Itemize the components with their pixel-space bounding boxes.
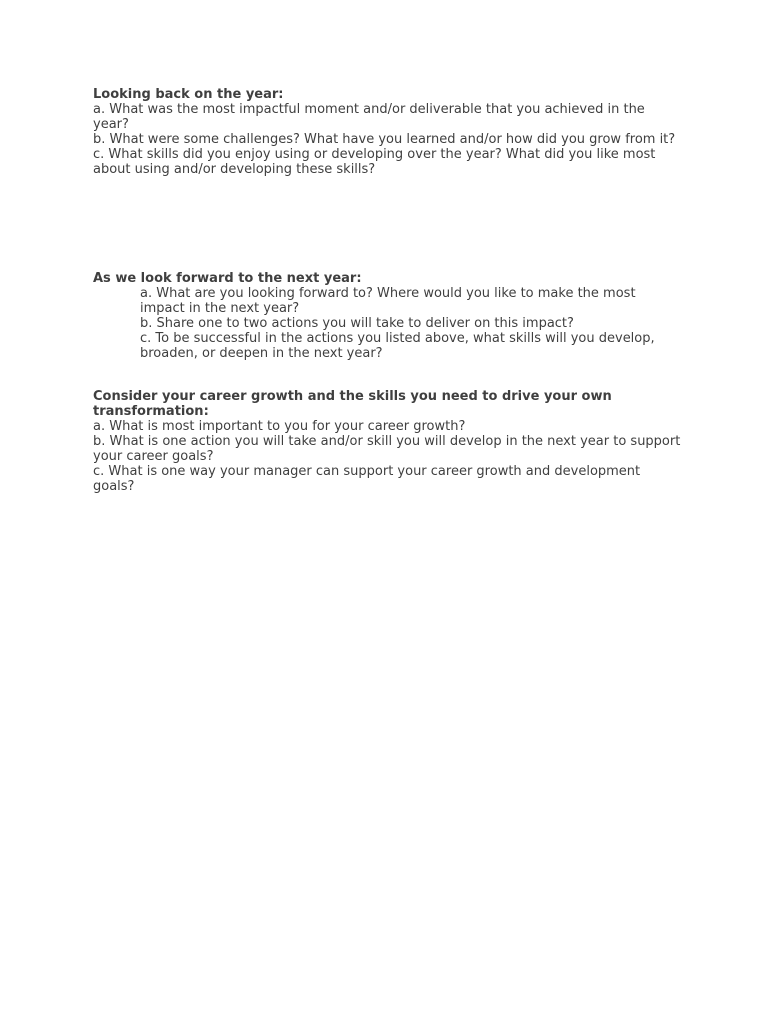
looking-back-question-c: c. What skills did you enjoy using or developing over the year? What did you like most about using and/or developing these skills?: [93, 147, 656, 177]
looking-forward-section: [93, 271, 683, 361]
looking-forward-question-a: a. What are you looking forward to? Where would you like to make the most impact in the next year?: [140, 286, 636, 316]
looking-back-question-b: b. What were some challenges? What have you learned and/or how did you grow from it?: [93, 132, 676, 147]
looking-back-heading: Looking back on the year:: [93, 87, 284, 102]
looking-back-question-a: a. What was the most impactful moment and/or deliverable that you achieved in the year?: [93, 102, 645, 132]
looking-forward-heading: As we look forward to the next year:: [93, 271, 362, 286]
looking-forward-questions: [93, 286, 683, 361]
looking-forward-question-b: b. Share one to two actions you will take to deliver on this impact?: [140, 316, 574, 331]
looking-back-section: [93, 87, 683, 177]
career-growth-section: [93, 389, 683, 494]
career-growth-heading: Consider your career growth and the skills you need to drive your own transformation:: [93, 389, 612, 419]
career-growth-question-b: b. What is one action you will take and/or skill you will develop in the next year to support your career goals?: [93, 434, 681, 464]
looking-forward-question-c: c. To be successful in the actions you listed above, what skills will you develop, broaden, or deepen in the next year?: [140, 331, 655, 361]
career-growth-question-c: c. What is one way your manager can support your career growth and development goals?: [93, 464, 641, 494]
career-growth-question-a: a. What is most important to you for your career growth?: [93, 419, 466, 434]
